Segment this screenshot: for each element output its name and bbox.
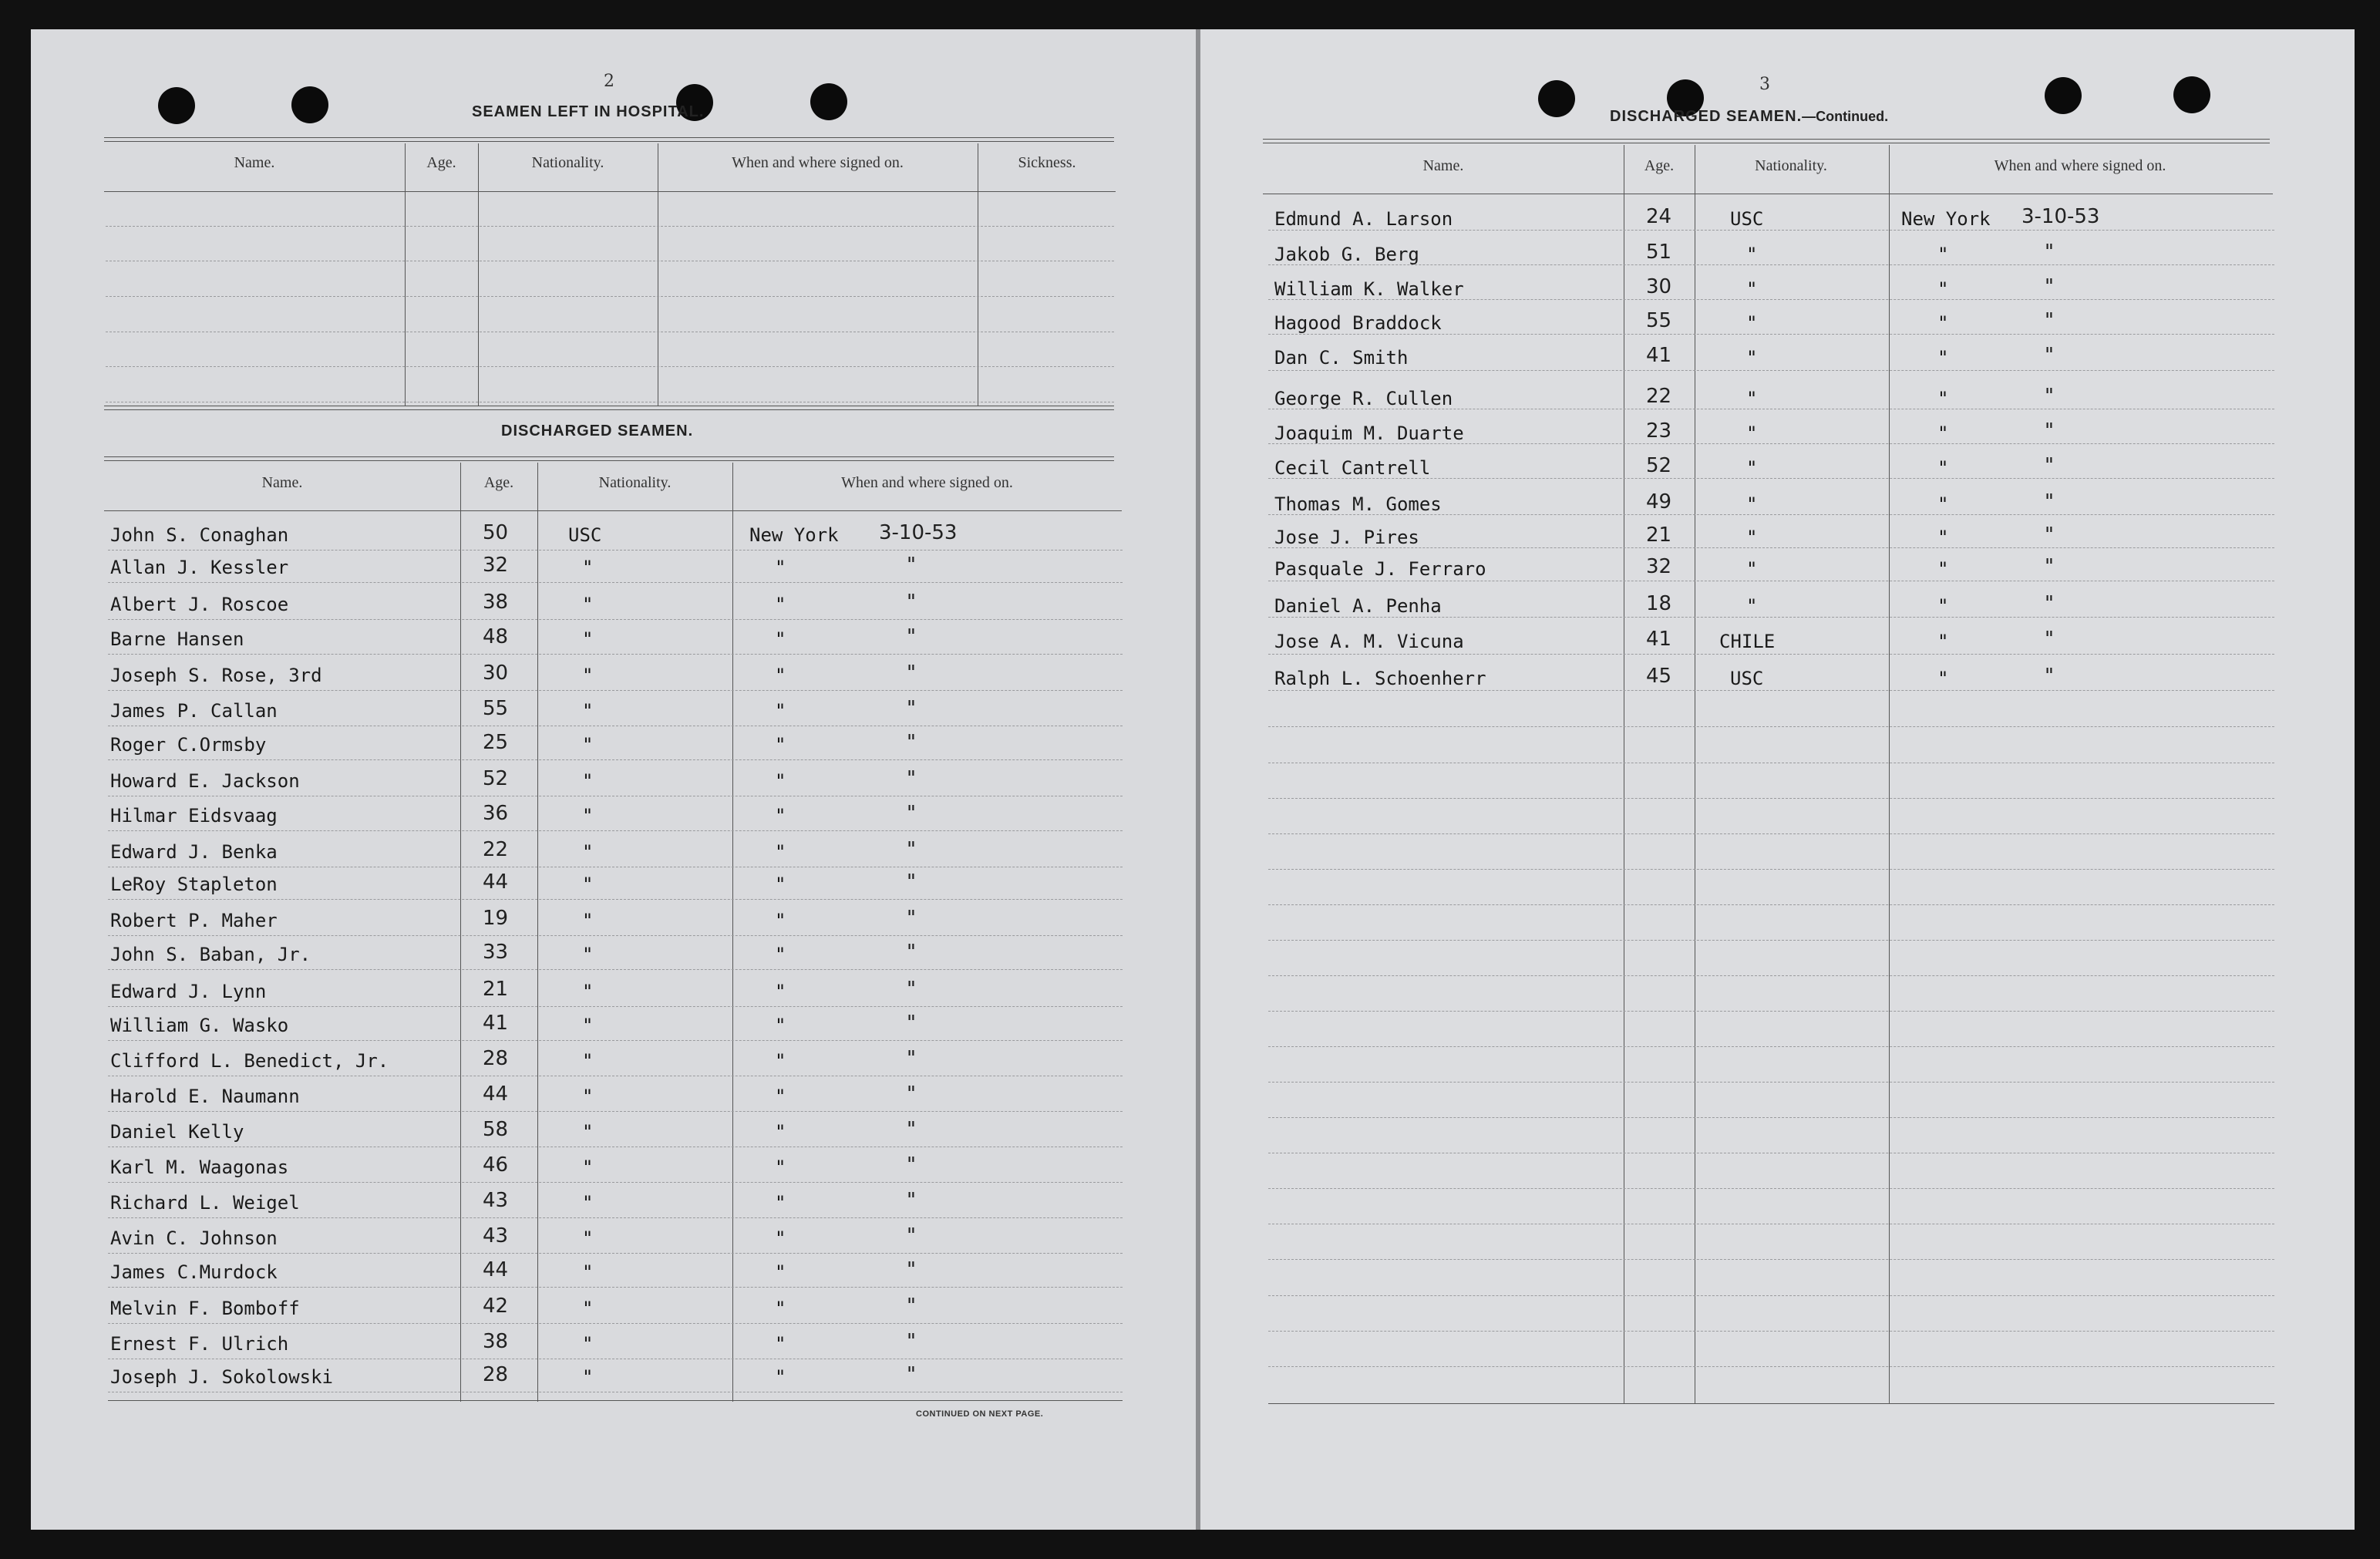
row-line	[1268, 726, 2274, 727]
signed-on-place: "	[775, 1050, 786, 1072]
signed-on-date: "	[907, 731, 916, 754]
seaman-nationality: "	[582, 1050, 594, 1072]
signed-on-place: "	[775, 628, 786, 650]
hospital-header-age: Age.	[426, 154, 456, 171]
page-number: 3	[1759, 75, 1770, 94]
seaman-age: 58	[483, 1118, 509, 1141]
seaman-nationality: "	[582, 1121, 594, 1143]
row-line	[1268, 230, 2274, 231]
row-line	[108, 935, 1123, 936]
signed-on-place: "	[775, 1121, 786, 1143]
seaman-name: LeRoy Stapleton	[110, 874, 278, 895]
signed-on-date: "	[907, 1083, 916, 1106]
row-line	[1268, 654, 2274, 655]
seaman-name: Roger C.Ormsby	[110, 734, 267, 756]
seaman-nationality: "	[582, 770, 594, 792]
row-line	[1268, 1259, 2274, 1260]
seaman-nationality: "	[582, 700, 594, 722]
seaman-age: 23	[1646, 419, 1672, 443]
signed-on-date: "	[2045, 665, 2054, 688]
seaman-name: Harold E. Naumann	[110, 1086, 300, 1107]
seaman-name: Joseph J. Sokolowski	[110, 1366, 333, 1388]
signed-on-date: "	[907, 697, 916, 720]
rule	[108, 1400, 1123, 1401]
signed-on-place: "	[775, 1261, 786, 1283]
signed-on-place: "	[1937, 558, 1949, 580]
signed-on-place: "	[775, 1015, 786, 1036]
seaman-age: 48	[483, 625, 509, 648]
seaman-age: 49	[1646, 490, 1672, 513]
row-line	[1268, 547, 2274, 548]
seaman-nationality: "	[582, 734, 594, 756]
seaman-nationality: "	[1746, 595, 1758, 617]
seaman-nationality: "	[1746, 347, 1758, 369]
seaman-nationality: "	[582, 805, 594, 827]
signed-on-date: "	[2045, 309, 2054, 332]
signed-on-date: "	[907, 1258, 916, 1281]
seaman-age: 55	[483, 697, 509, 720]
signed-on-date: "	[907, 907, 916, 930]
row-line	[108, 1323, 1123, 1324]
seaman-age: 41	[1646, 628, 1672, 651]
rule	[104, 137, 1114, 142]
seaman-age: 38	[483, 1330, 509, 1353]
signed-on-place: "	[1937, 388, 1949, 409]
signed-on-place: "	[775, 1086, 786, 1107]
row-line	[108, 690, 1123, 691]
signed-on-date: "	[907, 591, 916, 614]
row-line	[1268, 975, 2274, 976]
page-number: 2	[604, 72, 614, 91]
signed-on-date: "	[907, 1153, 916, 1177]
signed-on-place: "	[1937, 312, 1949, 334]
row-line	[1268, 869, 2274, 870]
continued-header-age: Age.	[1644, 157, 1675, 174]
seaman-age: 33	[483, 941, 509, 964]
seaman-age: 45	[1646, 665, 1672, 688]
seaman-name: George R. Cullen	[1274, 388, 1453, 409]
seaman-age: 43	[483, 1224, 509, 1248]
signed-on-date: "	[907, 1012, 916, 1035]
seaman-age: 28	[483, 1047, 509, 1070]
seaman-nationality: USC	[1730, 668, 1764, 689]
signed-on-place: "	[775, 1366, 786, 1388]
seaman-name: James C.Murdock	[110, 1261, 278, 1283]
column-divider	[460, 463, 461, 1402]
row-line	[1268, 370, 2274, 371]
binder-hole	[158, 87, 195, 124]
signed-on-date: "	[2045, 275, 2054, 298]
seaman-nationality: "	[582, 557, 594, 578]
row-line	[1268, 1295, 2274, 1296]
binder-hole	[2045, 77, 2082, 114]
row-line	[108, 1287, 1123, 1288]
hospital-header-sickness: Sickness.	[1018, 154, 1076, 171]
signed-on-place: "	[775, 1227, 786, 1249]
rule	[104, 191, 1116, 192]
seaman-name: Barne Hansen	[110, 628, 244, 650]
seaman-name: James P. Callan	[110, 700, 278, 722]
row-line	[1268, 1366, 2274, 1367]
signed-on-date: "	[2045, 555, 2054, 578]
seaman-nationality: USC	[568, 524, 602, 546]
seaman-age: 51	[1646, 241, 1672, 264]
seaman-nationality: "	[1746, 558, 1758, 580]
signed-on-place: "	[1937, 423, 1949, 444]
seaman-nationality: "	[582, 1157, 594, 1178]
seaman-age: 50	[483, 521, 509, 544]
row-line	[108, 1006, 1123, 1007]
seaman-nationality: "	[582, 594, 594, 615]
row-line	[108, 969, 1123, 970]
signed-on-date: "	[907, 1330, 916, 1353]
row-line	[1268, 514, 2274, 515]
discharged-header-age: Age.	[483, 474, 514, 491]
hospital-header-nationality: Nationality.	[531, 154, 604, 171]
signed-on-place: "	[775, 910, 786, 931]
seaman-nationality: "	[1746, 493, 1758, 515]
row-line	[108, 830, 1123, 831]
seaman-nationality: "	[582, 1333, 594, 1355]
seaman-name: Avin C. Johnson	[110, 1227, 278, 1249]
seaman-nationality: "	[1746, 312, 1758, 334]
continued-header-name: Name.	[1422, 157, 1464, 174]
row-line	[108, 1182, 1123, 1183]
row-line	[108, 1253, 1123, 1254]
seaman-age: 32	[1646, 555, 1672, 578]
continued-header-signed-on: When and where signed on.	[1994, 157, 2166, 174]
row-line	[108, 759, 1123, 760]
seaman-age: 44	[483, 870, 509, 894]
row-line	[1268, 1011, 2274, 1012]
seaman-age: 30	[1646, 275, 1672, 298]
row-line	[1268, 264, 2274, 265]
seaman-name: Ernest F. Ulrich	[110, 1333, 289, 1355]
seaman-age: 22	[483, 838, 509, 861]
footer-note: CONTINUED ON NEXT PAGE.	[916, 1409, 1044, 1419]
seaman-age: 55	[1646, 309, 1672, 332]
rule	[1268, 1403, 2274, 1404]
signed-on-date: "	[907, 767, 916, 790]
row-line	[1268, 299, 2274, 300]
signed-on-date: "	[907, 978, 916, 1001]
seaman-name: Pasquale J. Ferraro	[1274, 558, 1486, 580]
signed-on-date: 3-10-53	[879, 521, 958, 544]
seaman-age: 44	[483, 1258, 509, 1281]
signed-on-date: "	[907, 1363, 916, 1386]
signed-on-date: "	[2045, 628, 2054, 651]
seaman-nationality: "	[582, 841, 594, 863]
seaman-name: Robert P. Maher	[110, 910, 278, 931]
rule	[104, 456, 1114, 461]
empty-row-line	[106, 226, 1114, 227]
seaman-age: 24	[1646, 205, 1672, 228]
row-line	[108, 619, 1123, 620]
seaman-nationality: "	[1746, 423, 1758, 444]
binder-hole	[1538, 80, 1575, 117]
signed-on-date: "	[907, 625, 916, 648]
seaman-nationality: "	[582, 665, 594, 686]
signed-on-date: "	[2045, 490, 2054, 513]
hospital-header-signed-on: When and where signed on.	[732, 154, 904, 171]
seaman-age: 28	[483, 1363, 509, 1386]
signed-on-date: "	[907, 1295, 916, 1318]
signed-on-place: "	[1937, 244, 1949, 265]
seaman-name: Clifford L. Benedict, Jr.	[110, 1050, 389, 1072]
signed-on-place: "	[775, 734, 786, 756]
seaman-name: Cecil Cantrell	[1274, 457, 1431, 479]
signed-on-date: "	[907, 802, 916, 825]
seaman-name: Allan J. Kessler	[110, 557, 289, 578]
rule	[104, 510, 1122, 511]
seaman-nationality: "	[582, 1015, 594, 1036]
signed-on-place: "	[775, 874, 786, 895]
seaman-nationality: "	[1746, 244, 1758, 265]
row-line	[1268, 1188, 2274, 1189]
seaman-age: 41	[1646, 344, 1672, 367]
seaman-age: 30	[483, 662, 509, 685]
seaman-name: William K. Walker	[1274, 278, 1464, 300]
row-line	[108, 1040, 1123, 1041]
seaman-name: Thomas M. Gomes	[1274, 493, 1442, 515]
seaman-nationality: "	[1746, 527, 1758, 548]
seaman-nationality: "	[582, 1298, 594, 1319]
seaman-name: Jakob G. Berg	[1274, 244, 1419, 265]
discharged-header-nationality: Nationality.	[598, 474, 672, 491]
signed-on-place: "	[775, 1192, 786, 1214]
signed-on-date: "	[2045, 344, 2054, 367]
binder-hole	[810, 83, 847, 120]
seaman-age: 21	[1646, 524, 1672, 547]
seaman-age: 43	[483, 1189, 509, 1212]
row-line	[1268, 690, 2274, 691]
signed-on-date: "	[907, 838, 916, 861]
signed-on-date: "	[907, 1047, 916, 1070]
row-line	[1268, 1046, 2274, 1047]
continued-header-nationality: Nationality.	[1755, 157, 1827, 174]
row-line	[1268, 798, 2274, 799]
row-line	[1268, 904, 2274, 905]
signed-on-place: "	[1937, 668, 1949, 689]
seaman-name: John S. Conaghan	[110, 524, 289, 546]
signed-on-place: "	[775, 594, 786, 615]
rule	[1263, 139, 2270, 143]
seaman-nationality: "	[582, 1261, 594, 1283]
signed-on-place: New York	[1901, 208, 1991, 230]
seaman-age: 21	[483, 978, 509, 1001]
seaman-name: Daniel A. Penha	[1274, 595, 1442, 617]
seaman-nationality: "	[1746, 278, 1758, 300]
discharged-header-name: Name.	[261, 474, 303, 491]
seaman-age: 22	[1646, 385, 1672, 408]
seaman-age: 41	[483, 1012, 509, 1035]
column-divider	[537, 463, 538, 1402]
seaman-name: Hilmar Eidsvaag	[110, 805, 278, 827]
seaman-nationality: "	[582, 1086, 594, 1107]
signed-on-date: "	[907, 941, 916, 964]
seaman-nationality: "	[1746, 457, 1758, 479]
signed-on-place: "	[775, 1157, 786, 1178]
seaman-nationality: "	[582, 1227, 594, 1249]
seaman-age: 19	[483, 907, 509, 930]
discharged-continued-title	[1610, 108, 1888, 126]
seaman-age: 18	[1646, 592, 1672, 615]
seaman-age: 36	[483, 802, 509, 825]
hospital-header-name: Name.	[234, 154, 275, 171]
signed-on-date: "	[2045, 241, 2054, 264]
signed-on-place: "	[1937, 527, 1949, 548]
seaman-nationality: CHILE	[1719, 631, 1776, 652]
row-line	[1268, 1331, 2274, 1332]
signed-on-date: "	[2045, 524, 2054, 547]
seaman-name: Howard E. Jackson	[110, 770, 300, 792]
seaman-nationality: USC	[1730, 208, 1764, 230]
row-line	[108, 582, 1123, 583]
signed-on-place: "	[775, 1298, 786, 1319]
seaman-nationality: "	[582, 628, 594, 650]
row-line	[1268, 940, 2274, 941]
seaman-name: William G. Wasko	[110, 1015, 289, 1036]
row-line	[108, 1111, 1123, 1112]
row-line	[108, 899, 1123, 900]
seaman-name: Joseph S. Rose, 3rd	[110, 665, 322, 686]
seaman-name: John S. Baban, Jr.	[110, 944, 311, 965]
seaman-nationality: "	[582, 981, 594, 1002]
binder-hole	[291, 86, 328, 123]
row-line	[108, 550, 1123, 551]
signed-on-date: "	[907, 662, 916, 685]
page-fold	[1196, 29, 1200, 1530]
signed-on-place: "	[1937, 347, 1949, 369]
row-line	[1268, 833, 2274, 834]
signed-on-place: "	[775, 805, 786, 827]
seaman-nationality: "	[582, 1192, 594, 1214]
seaman-nationality: "	[1746, 388, 1758, 409]
signed-on-place: "	[1937, 493, 1949, 515]
signed-on-place: "	[775, 981, 786, 1002]
signed-on-date: "	[2045, 385, 2054, 408]
signed-on-date: "	[907, 554, 916, 577]
signed-on-place: "	[775, 700, 786, 722]
seaman-name: Karl M. Waagonas	[110, 1157, 289, 1178]
row-line	[1268, 617, 2274, 618]
seaman-name: Jose A. M. Vicuna	[1274, 631, 1464, 652]
signed-on-place: New York	[749, 524, 839, 546]
signed-on-date: "	[907, 1189, 916, 1212]
row-line	[1268, 1082, 2274, 1083]
seaman-age: 52	[1646, 454, 1672, 477]
empty-row-line	[106, 296, 1114, 297]
signed-on-place: "	[775, 1333, 786, 1355]
signed-on-date: "	[907, 870, 916, 894]
seaman-name: Ralph L. Schoenherr	[1274, 668, 1486, 689]
signed-on-date: "	[2045, 419, 2054, 443]
signed-on-date: "	[907, 1118, 916, 1141]
binder-hole	[2173, 76, 2210, 113]
row-line	[108, 654, 1123, 655]
signed-on-place: "	[775, 944, 786, 965]
seaman-name: Edward J. Benka	[110, 841, 278, 863]
row-line	[108, 1217, 1123, 1218]
seaman-age: 38	[483, 591, 509, 614]
seaman-age: 42	[483, 1295, 509, 1318]
seaman-name: Richard L. Weigel	[110, 1192, 300, 1214]
seaman-nationality: "	[582, 944, 594, 965]
seaman-name: Edmund A. Larson	[1274, 208, 1453, 230]
signed-on-place: "	[775, 770, 786, 792]
row-line	[1268, 334, 2274, 335]
seaman-age: 32	[483, 554, 509, 577]
seaman-age: 46	[483, 1153, 509, 1177]
signed-on-date: "	[907, 1224, 916, 1248]
signed-on-place: "	[1937, 278, 1949, 300]
signed-on-place: "	[775, 557, 786, 578]
seaman-nationality: "	[582, 1366, 594, 1388]
hospital-section-title: SEAMEN LEFT IN HOSPITAL.	[472, 103, 705, 120]
seaman-age: 25	[483, 731, 509, 754]
seaman-name: Hagood Braddock	[1274, 312, 1442, 334]
signed-on-place: "	[1937, 595, 1949, 617]
signed-on-date: 3-10-53	[2021, 205, 2100, 228]
seaman-nationality: "	[582, 910, 594, 931]
seaman-name: Edward J. Lynn	[110, 981, 267, 1002]
signed-on-place: "	[775, 665, 786, 686]
discharged-section-title: DISCHARGED SEAMEN.	[501, 423, 694, 439]
seaman-nationality: "	[582, 874, 594, 895]
rule	[104, 406, 1114, 410]
seaman-name: Jose J. Pires	[1274, 527, 1419, 548]
signed-on-place: "	[775, 841, 786, 863]
seaman-name: Daniel Kelly	[110, 1121, 244, 1143]
title-main: DISCHARGED SEAMEN.	[1610, 108, 1803, 125]
signed-on-place: "	[1937, 457, 1949, 479]
empty-row-line	[106, 366, 1114, 367]
seaman-age: 52	[483, 767, 509, 790]
seaman-age: 44	[483, 1083, 509, 1106]
seaman-name: Melvin F. Bomboff	[110, 1298, 300, 1319]
signed-on-date: "	[2045, 592, 2054, 615]
seaman-name: Joaquim M. Duarte	[1274, 423, 1464, 444]
discharged-header-signed-on: When and where signed on.	[841, 474, 1013, 491]
row-line	[1268, 478, 2274, 479]
column-divider	[732, 463, 733, 1402]
title-continued: —Continued.	[1802, 109, 1889, 124]
row-line	[1268, 1117, 2274, 1118]
signed-on-place: "	[1937, 631, 1949, 652]
seaman-name: Dan C. Smith	[1274, 347, 1409, 369]
signed-on-date: "	[2045, 454, 2054, 477]
seaman-name: Albert J. Roscoe	[110, 594, 289, 615]
row-line	[1268, 443, 2274, 444]
